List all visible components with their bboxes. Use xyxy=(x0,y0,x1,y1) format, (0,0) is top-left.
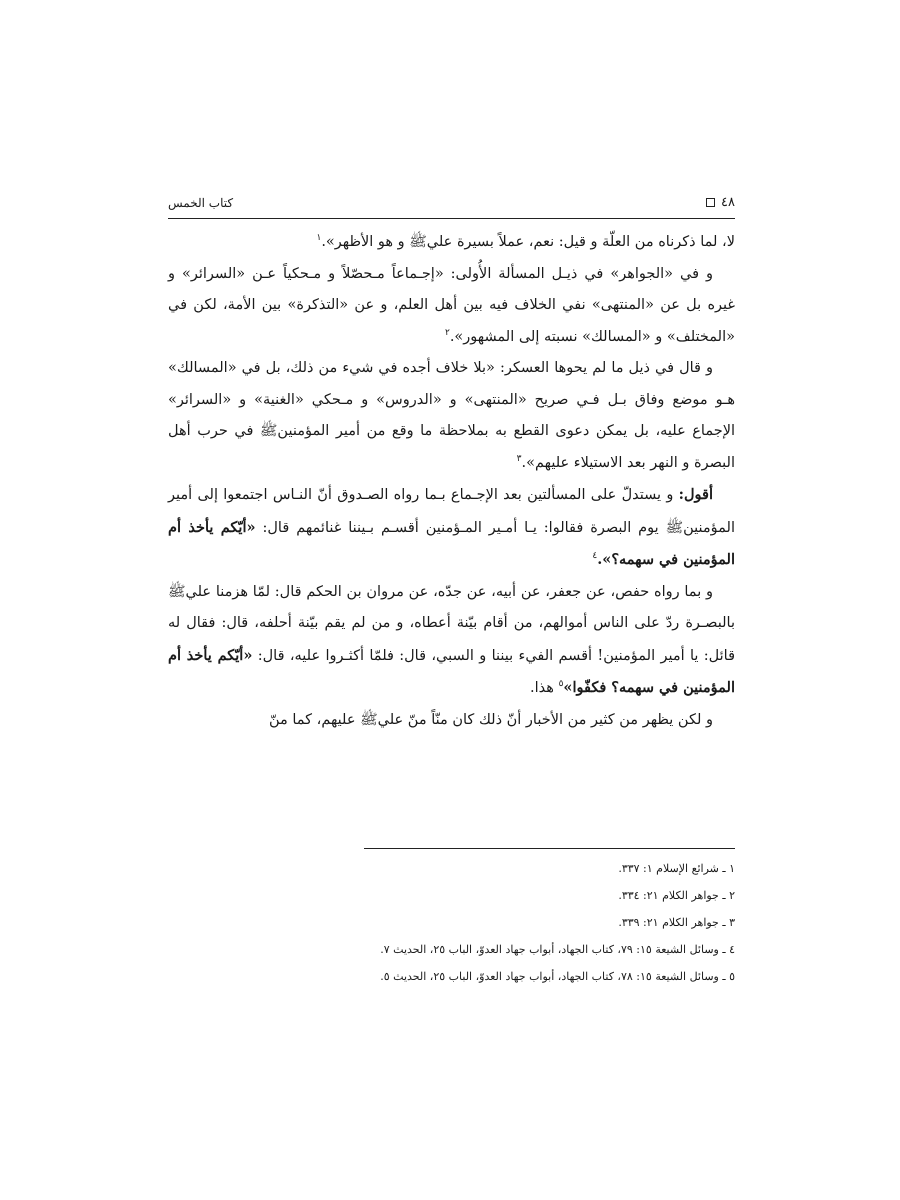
paragraph-5-tail: هذا. xyxy=(530,680,554,696)
book-page xyxy=(168,195,735,736)
book-title: كتاب الخمس xyxy=(168,196,234,210)
footnote-ref-5: ٥ xyxy=(558,679,564,690)
paragraph-3-text: و قال في ذيل ما لم يحوها العسكر: «بلا خلاف أجده في شيء من ذلك، بل في «المسالك» هـو موضع وفاق بـل فـي صريح «المنتهى» و «الدروس» و مـحكي «الغنية» و «السرائر» الإجماع عليه، بل يمكن دعوى القطع به بملاحظة ما وقع من أمير المؤمنينﷺ في حرب أهل البصرة و النهر بعد الاستيلاء عليهم». xyxy=(168,360,735,471)
paragraph-4 xyxy=(168,479,735,577)
paragraph-1-text: لا، لما ذكرناه من العلّة و قيل: نعم، عملاً بسيرة عليﷺ و هو الأظهر». xyxy=(321,234,735,250)
footnote-ref-2: ٢ xyxy=(444,327,450,338)
paragraph-1 xyxy=(168,227,735,259)
paragraph-6-text: و لكن يظهر من كثير من الأخبار أنّ ذلك كان منّاً منّ عليﷺ عليهم، كما منّ xyxy=(268,711,713,728)
footnote-ref-3: ٣ xyxy=(516,453,522,464)
footnote-ref-4: ٤ xyxy=(592,551,598,562)
running-header xyxy=(168,195,735,219)
paragraph-5 xyxy=(168,577,735,705)
footnote-1: ١ ـ شرائع الإسلام ١: ٣٣٧. xyxy=(618,862,735,875)
footnotes xyxy=(300,855,735,990)
paragraph-6 xyxy=(168,705,735,737)
paragraph-4-text: و يستدلّ على المسألتين بعد الإجـماع بـما رواه الصـدوق أنّ النـاس اجتمعوا إلى أمير المؤمنينﷺ يوم البصرة فقالوا: يـا أمـير المـؤمنين أقسـم بـيننا غنائمهم قال: xyxy=(168,487,735,536)
paragraph-3 xyxy=(168,353,735,479)
footnote-5: ٥ ـ وسائل الشيعة ١٥: ٧٨، كتاب الجهاد، أبواب جهاد العدوّ، الباب ٢٥، الحديث ٥. xyxy=(380,970,735,983)
footnote-2: ٢ ـ جواهر الكلام ٢١: ٣٣٤. xyxy=(618,889,735,902)
square-box-icon xyxy=(706,198,715,207)
footnote-3: ٣ ـ جواهر الكلام ٢١: ٣٣٩. xyxy=(618,916,735,929)
paragraph-4-quote: «أيّكم يأخذ أم المؤمنين في سهمه؟». xyxy=(168,518,735,568)
footnote-separator xyxy=(364,848,735,849)
paragraph-5-quote: «أيّكم يأخذ أم المؤمنين في سهمه؟ فكفّوا» xyxy=(168,646,735,696)
footnote-ref-1: ١ xyxy=(316,233,322,244)
paragraph-2-text: و في «الجواهر» في ذيـل المسألة الأُولى: «إجـماعاً مـحصّلاً و مـحكياً عـن «السرائر» و غيره بل عن «المنتهى» نفي الخلاف فيه بين أهل العلم، و عن «التذكرة» بين الأمة، لكن في «المختلف» و «المسالك» نسبته إلى المشهور». xyxy=(168,265,735,345)
paragraph-4-lead: أقول: xyxy=(678,486,714,503)
footnote-4: ٤ ـ وسائل الشيعة ١٥: ٧٩، كتاب الجهاد، أبواب جهاد العدوّ، الباب ٢٥، الحديث ٧. xyxy=(380,943,735,956)
page-number-group xyxy=(706,195,735,210)
paragraph-2 xyxy=(168,259,735,354)
page-number: ٤٨ xyxy=(721,195,735,210)
paragraph-5-text: و بما رواه حفص، عن جعفر، عن أبيه، عن جدّه، عن مروان بن الحكم قال: لمّا هزمنا عليﷺ بالبصـرة ردّ على الناس أموالهم، من أقام بيّنة أعطاه، و من لم يقم بيّنة أحلفه، قال: فقال له قائل: يا أمير المؤمنين! أقسم الفيء بيننا و السبي، قال: فلمّا أكثـروا عليه، قال: xyxy=(168,583,736,664)
body-text xyxy=(168,227,735,736)
